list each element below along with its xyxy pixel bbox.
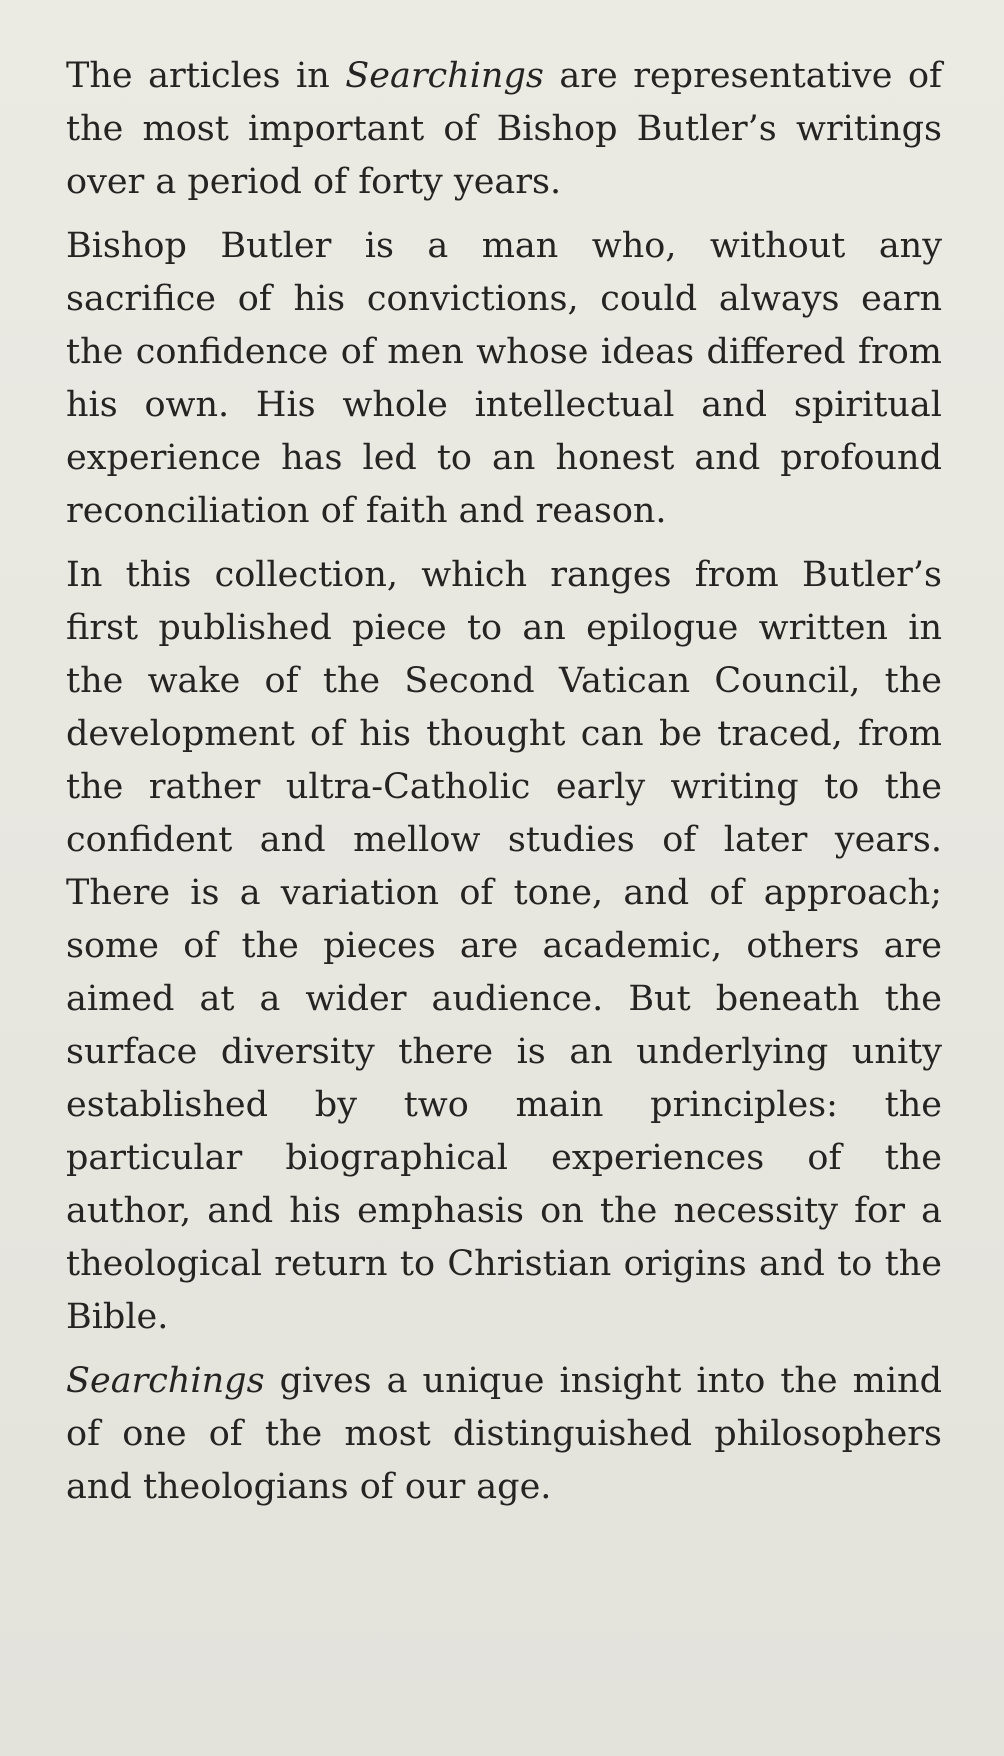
paragraph-collection-text: In this collection, which ranges from Butler’s first published piece to an epilogue written in the wake of the Second Vatican Council, the development of his thought can be traced, from the rather ultra-Catholic early writing to the confident and mellow studies of later years. There is a variation of tone, and of approach; some of the pieces are academic, others are aimed at a wider audience. But beneath the surface diversity there is an underlying unity established by two main principles: the particular biographical experiences of the author, and his emphasis on the necessity for a theological return to Christian origins and to the Bible. (66, 555, 942, 1337)
paragraph-intro-text-end: are representative of the most important of Bishop Butler’s writings over a period of forty years. (66, 56, 942, 202)
paragraph-intro-text-start: The articles in (66, 56, 346, 96)
paragraph-author-text: Bishop Butler is a man who, without any sacrifice of his convictions, could always earn the confidence of men whose ideas differed from his own. His whole intellectual and spiritual experience has led to an honest and profound reconciliation of faith and reason. (66, 226, 942, 531)
book-title-italic: Searchings (345, 56, 544, 96)
paragraph-conclusion-text: gives a unique insight into the mind of one of the most distinguished philosophers and theologians of our age. (66, 1361, 942, 1507)
paragraph-collection (66, 549, 942, 1344)
paragraph-author (66, 220, 942, 538)
book-title-italic-2: Searchings (66, 1361, 265, 1401)
paragraph-intro (66, 50, 942, 209)
blurb-text (66, 50, 942, 1525)
paragraph-conclusion (66, 1355, 942, 1514)
